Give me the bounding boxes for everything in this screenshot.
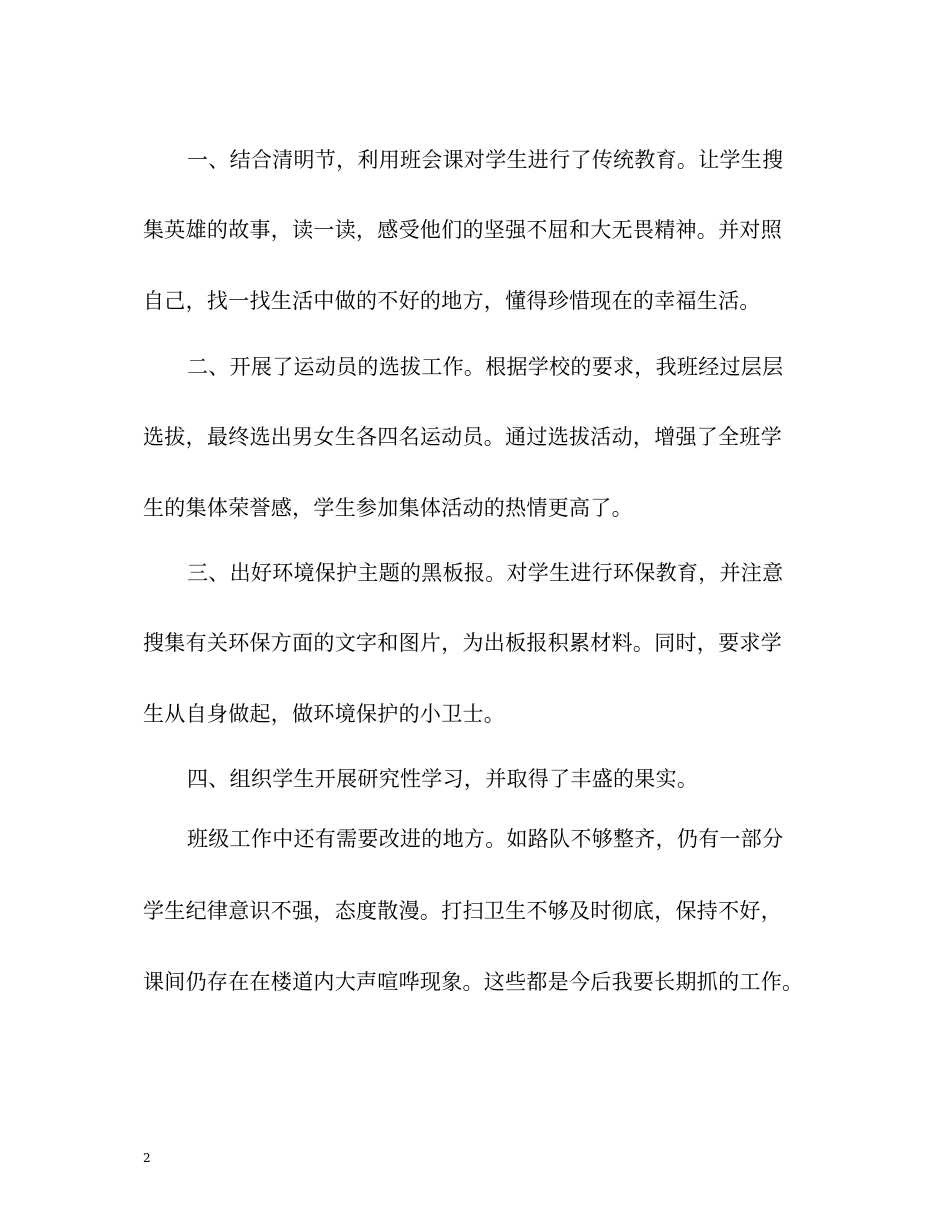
paragraph-5-line-1: 班级工作中还有需要改进的地方。如路队不够整齐，仍有一部分	[187, 827, 784, 851]
paragraph-3-line-1: 三、出好环境保护主题的黑板报。对学生进行环保教育，并注意	[187, 561, 784, 585]
paragraph-3-line-2: 搜集有关环保方面的文字和图片，为出板报积累材料。同时，要求学	[143, 631, 782, 655]
paragraph-2-line-1: 二、开展了运动员的选拔工作。根据学校的要求，我班经过层层	[187, 355, 784, 379]
paragraph-1-line-2: 集英雄的故事，读一读，感受他们的坚强不屈和大无畏精神。并对照	[143, 218, 782, 242]
paragraph-3-line-3: 生从自身做起，做环境保护的小卫士。	[143, 702, 506, 726]
paragraph-4-line-1: 四、组织学生开展研究性学习，并取得了丰盛的果实。	[187, 767, 699, 791]
paragraph-2-line-3: 生的集体荣誉感，学生参加集体活动的热情更高了。	[143, 496, 633, 520]
paragraph-1-line-3: 自己，找一找生活中做的不好的地方，懂得珍惜现在的幸福生活。	[143, 289, 761, 313]
paragraph-1-line-1: 一、结合清明节，利用班会课对学生进行了传统教育。让学生搜	[187, 148, 784, 172]
paragraph-5-line-2: 学生纪律意识不强，态度散漫。打扫卫生不够及时彻底，保持不好，	[143, 899, 782, 923]
paragraph-2-line-2: 选拔，最终选出男女生各四名运动员。通过选拔活动，增强了全班学	[143, 425, 782, 449]
paragraph-5-line-3: 课间仍存在在楼道内大声喧哗现象。这些都是今后我要长期抓的工作。	[143, 970, 804, 994]
page-number: 2	[143, 1151, 151, 1165]
